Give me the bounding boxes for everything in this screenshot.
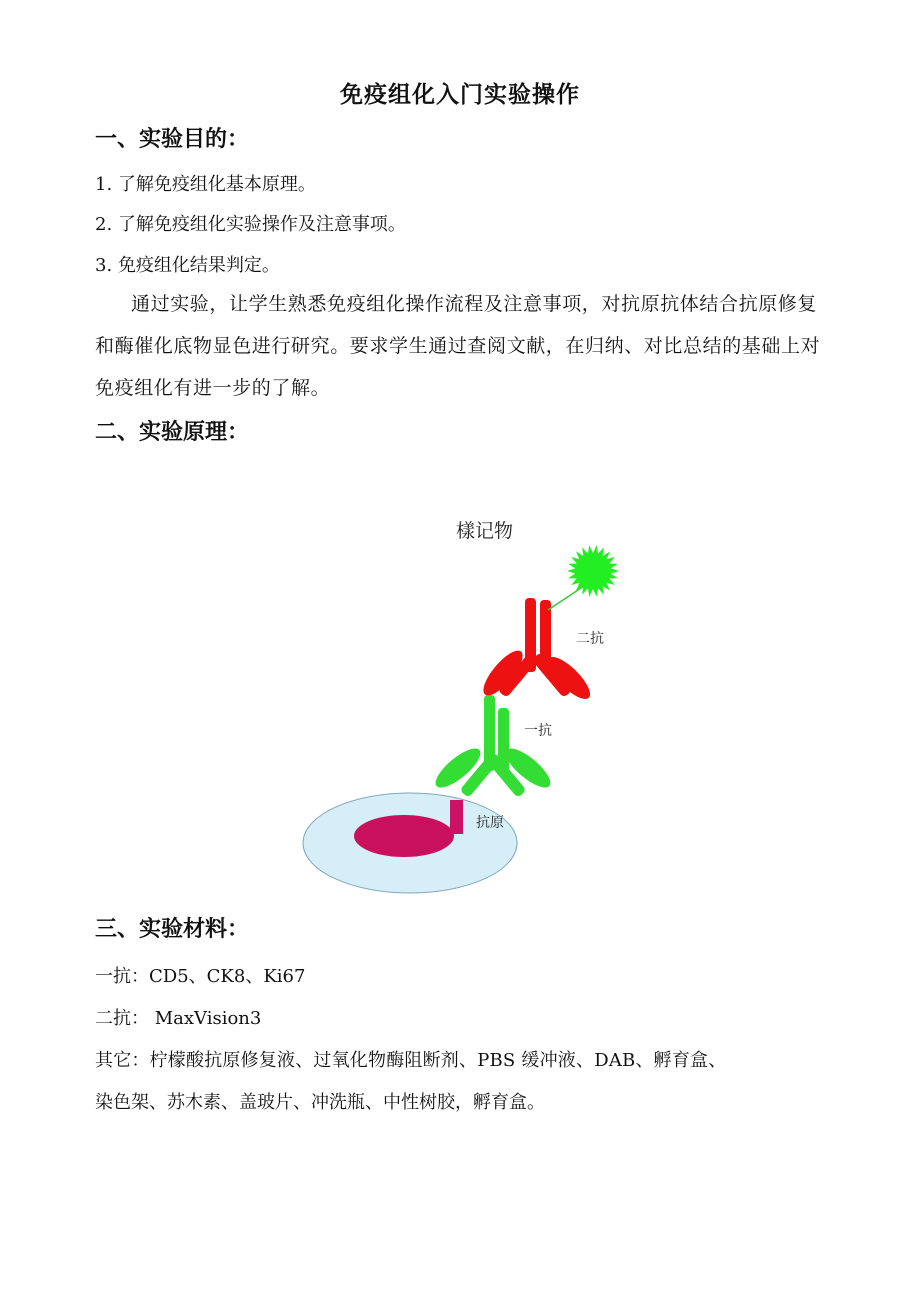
materials-other-line-2: 染色架、苏木素、盖玻片、冲洗瓶、中性树胶，孵育盒。 [95,1092,545,1113]
section-heading-principle: 二、实验原理： [95,419,250,445]
label-marker: 樣记物 [456,520,514,542]
primary-antibody [430,695,556,798]
page-title: 免疫组化入门实验操作 [340,81,580,108]
ihc-principle-diagram [300,500,620,900]
label-antigen: 抗原 [476,815,504,831]
objective-item-1: 1. 了解免疫组化基本原理。 [95,174,316,195]
cell-nucleus [354,815,454,857]
label-primary-antibody: 一抗 [524,723,552,739]
objective-item-2: 2. 了解免疫组化实验操作及注意事项。 [95,214,406,235]
label-secondary-antibody: 二抗 [576,631,604,647]
secondary-antibody [477,598,596,705]
marker-link [548,586,584,610]
materials-other-line-1: 其它：柠檬酸抗原修复液、过氧化物酶阻断剂、PBS 缓冲液、DAB、孵育盒、 [95,1050,727,1071]
marker-starburst [567,545,619,596]
materials-primary-antibody: 一抗：CD5、CK8、Ki67 [95,966,306,987]
materials-secondary-antibody: 二抗： MaxVision3 [95,1008,262,1029]
antigen [450,800,463,834]
objectives-paragraph: 通过实验，让学生熟悉免疫组化操作流程及注意事项，对抗原抗体结合抗原修复和酶催化底物显色进行研究。要求学生通过查阅文献，在归纳、对比总结的基础上对免疫组化有进一步的了解。 [95,293,821,399]
section-heading-materials: 三、实验材料： [95,916,250,942]
objective-item-3: 3. 免疫组化结果判定。 [95,255,280,276]
section-heading-objectives: 一、实验目的： [95,126,250,152]
